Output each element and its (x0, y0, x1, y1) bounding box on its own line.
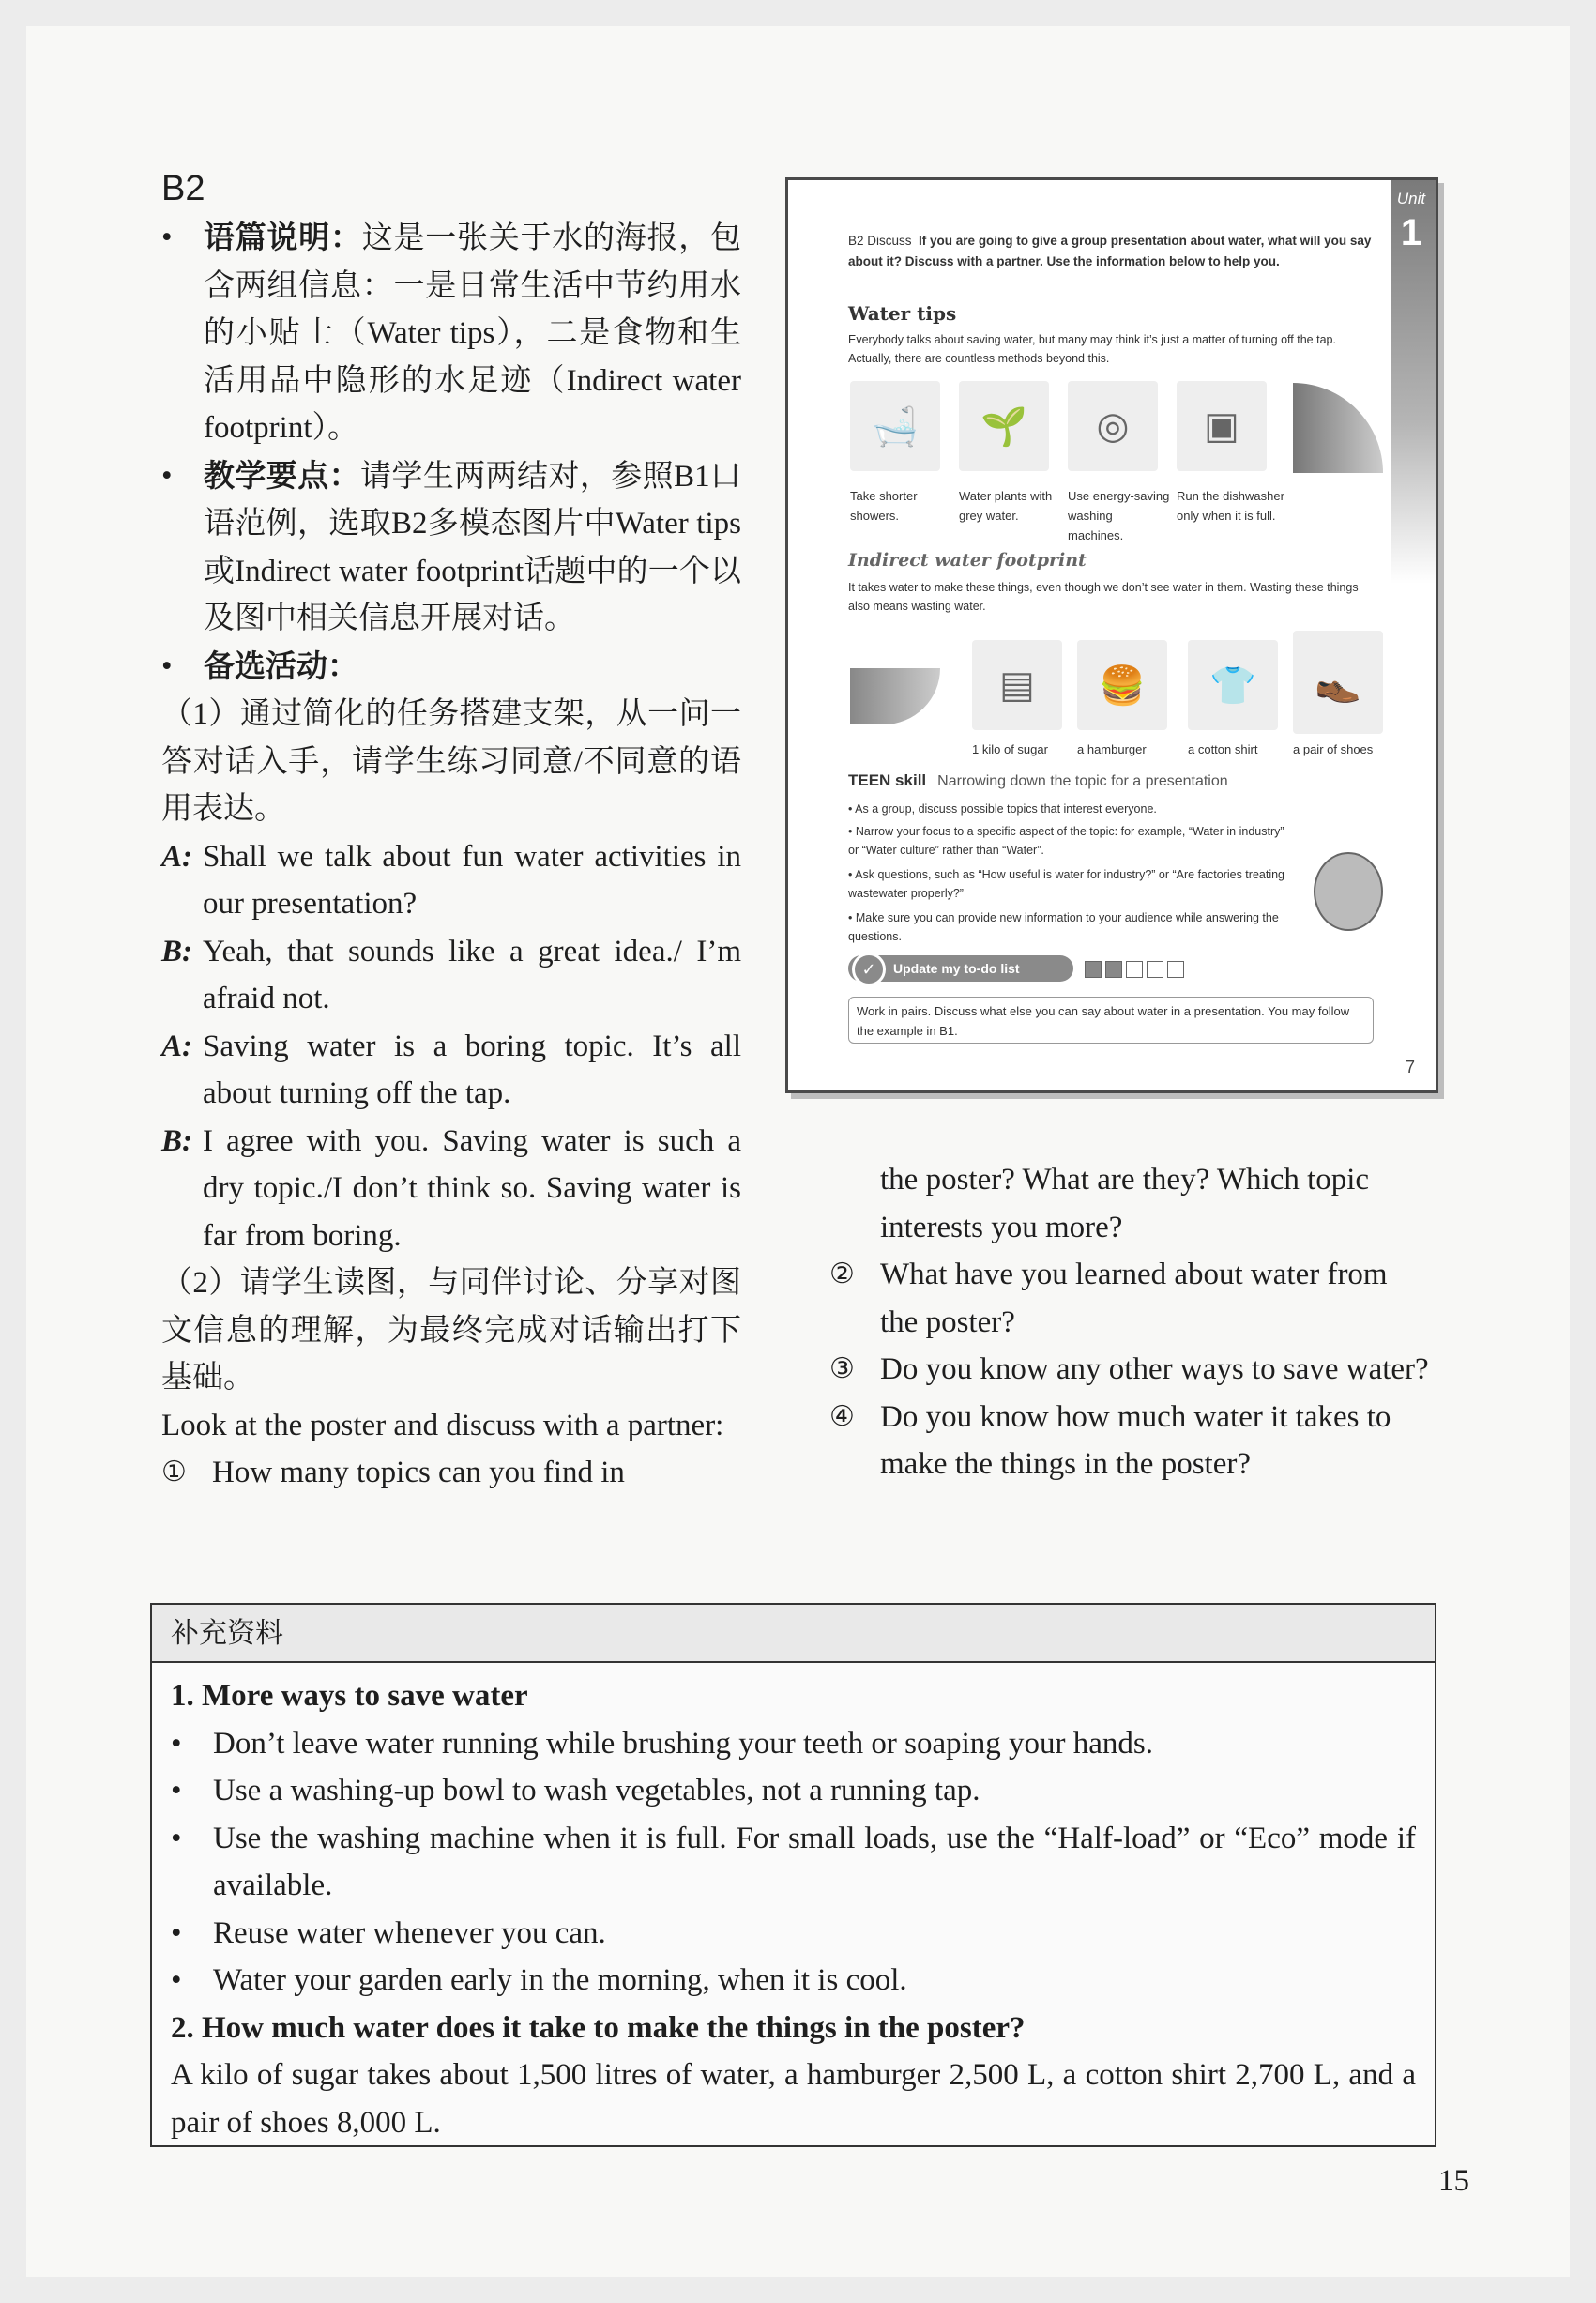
instruction: Look at the poster and discuss with a partner: (161, 1408, 724, 1442)
dialog-line: B: Yeah, that sounds like a great idea./ I’m afraid not. (161, 934, 741, 1015)
right-column (829, 1156, 1430, 1488)
unit-label: Unit (1396, 190, 1426, 207)
teen-point: • Ask questions, such as “How useful is water for industry?” or “Are factories treating wastewater properly?” (848, 868, 1284, 900)
tip-caption: Water plants with grey water. (959, 489, 1053, 523)
bullet-discourse: • 语篇说明：这是一张关于水的海报，包含两组信息：一是日常生活中节约用水的小贴士（Water tips），二是食物和生活用品中隐形的水足迹（Indirect water footprint）。 (161, 214, 741, 452)
list-item: • Water your garden early in the morning, when it is cool. (171, 1963, 907, 1997)
washing-machine-icon: ◎ (1068, 381, 1158, 471)
item-caption: a hamburger (1077, 742, 1147, 756)
item-caption: a cotton shirt (1188, 742, 1258, 756)
dialog-line: A: Saving water is a boring topic. It’s all about turning off the tap. (161, 1029, 741, 1110)
indirect-footprint-title: Indirect water footprint (848, 550, 1087, 571)
tip-caption: Take shorter showers. (850, 489, 918, 523)
teen-point: • Narrow your focus to a specific aspect of the topic: for example, “Water in industry” or “Water culture” rather than “Water”. (848, 825, 1284, 857)
supplement-section-title: 2. How much water does it take to make the things in the poster? (171, 2010, 1026, 2045)
supplement-header: 补充资料 (152, 1605, 1435, 1663)
supplement-paragraph: A kilo of sugar takes about 1,500 litres of water, a hamburger 2,500 L, a cotton shirt 2,700 L, and a pair of shoes 8,000 L. (171, 2058, 1416, 2140)
supplement-section-title: 1. More ways to save water (171, 1679, 528, 1713)
question-1: ① How many topics can you find in (161, 1456, 625, 1489)
decorative-shape (1293, 383, 1383, 473)
supplement-box (150, 1603, 1436, 2147)
list-item: • Use the washing machine when it is full. For small loads, use the “Half-load” or “Eco” mode if available. (171, 1821, 1416, 1902)
decorative-shape (850, 668, 940, 724)
shower-icon: 🛁 (850, 381, 940, 471)
dialog-line: A: Shall we talk about fun water activities in our presentation? (161, 839, 741, 921)
teen-point: • Make sure you can provide new information to your audience while answering the questions. (848, 911, 1279, 943)
question-4: ④ Do you know how much water it takes to make the things in the poster? (829, 1399, 1391, 1481)
list-item: • Don’t leave water running while brushing your teeth or soaping your hands. (171, 1726, 1154, 1761)
water-tips-text: Everybody talks about saving water, but many may think it’s just a matter of turning off the tap. Actually, there are countless methods beyond this. (848, 333, 1336, 365)
sugar-icon: ▤ (972, 640, 1062, 730)
dialog-line: B: I agree with you. Saving water is such a dry topic./I don’t think so. Saving water is far from boring. (161, 1123, 741, 1253)
tip-caption: Use energy-saving washing machines. (1068, 489, 1170, 542)
list-item: • Use a washing-up bowl to wash vegetables, not a running tap. (171, 1774, 980, 1807)
teen-skill-heading: TEEN skill Narrowing down the topic for a presentation (848, 771, 1228, 789)
left-column (161, 214, 741, 1497)
question-1-continued: the poster? What are they? Which topic interests you more? (880, 1163, 1370, 1244)
b2-prompt: B2 Discuss If you are going to give a group presentation about water, what will you say about it? Discuss with a partner. Use the information below to help you. (848, 234, 1372, 268)
shirt-icon: 👕 (1188, 640, 1278, 730)
work-box: Work in pairs. Discuss what else you can say about water in a presentation. You may follow the example in B1. (848, 997, 1374, 1044)
bullet-dot: • (161, 458, 173, 493)
teen-point: • As a group, discuss possible topics that interest everyone. (848, 802, 1157, 816)
item-caption: 1 kilo of sugar (972, 742, 1048, 756)
indirect-footprint-text: It takes water to make these things, even though we don’t see water in them. Wasting these things also means wasting water. (848, 581, 1359, 613)
section-title: B2 (161, 169, 205, 208)
todo-badge: ✓ Update my to-do list (848, 955, 1073, 982)
progress-squares (1085, 961, 1188, 983)
watering-can-icon: 🌱 (959, 381, 1049, 471)
item-caption: a pair of shoes (1293, 742, 1374, 756)
dishwasher-icon: ▣ (1177, 381, 1267, 471)
question-3: ③ Do you know any other ways to save water? (829, 1352, 1429, 1386)
mascot-icon (1314, 852, 1383, 931)
unit-number: 1 (1400, 212, 1422, 253)
shoes-icon: 👞 (1293, 631, 1383, 734)
textbook-page-number: 7 (1405, 1058, 1415, 1076)
activity-1: （1）通过简化的任务搭建支架，从一问一答对话入手，请学生练习同意/不同意的语用表达。 (161, 697, 741, 826)
hamburger-icon: 🍔 (1077, 640, 1167, 730)
bullet-dot: • (161, 221, 173, 254)
textbook-page-thumbnail (785, 177, 1438, 1093)
supplement-body (152, 1663, 1435, 2146)
bullet-teaching-points: • 教学要点：请学生两两结对，参照B1口语范例，选取B2多模态图片中Water tips或Indirect water footprint话题中的一个以及图中相关信息开展对话。 (161, 452, 741, 643)
list-item: • Reuse water whenever you can. (171, 1915, 606, 1950)
page-number: 15 (1438, 2164, 1469, 2198)
question-2: ② What have you learned about water from the poster? (829, 1258, 1388, 1339)
water-tips-title: Water tips (848, 302, 957, 325)
bullet-optional-activities: • 备选活动： (161, 643, 741, 692)
bullet-dot: • (161, 648, 173, 683)
tip-caption: Run the dishwasher only when it is full. (1177, 489, 1284, 523)
check-icon: ✓ (852, 953, 886, 986)
activity-2: （2）请学生读图，与同伴讨论、分享对图文信息的理解，为最终完成对话输出打下基础。 (161, 1266, 741, 1395)
